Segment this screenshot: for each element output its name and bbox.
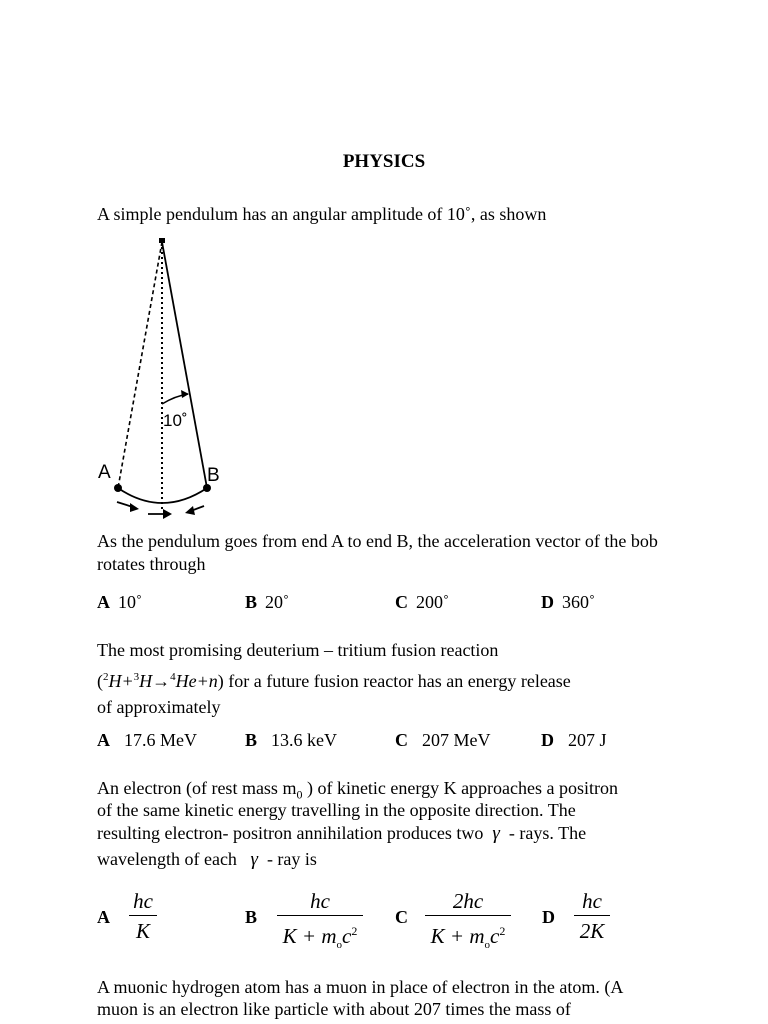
- q2-option-d[interactable]: D 207 J: [541, 730, 607, 750]
- motion-arrow-middle-head: [163, 509, 172, 519]
- q2-option-a[interactable]: A 17.6 MeV: [97, 730, 197, 750]
- q4-line1: A muonic hydrogen atom has a muon in place of electron in the atom. (A: [97, 977, 624, 997]
- q1-stem: A simple pendulum has an angular amplitude of 10˚, as shown: [97, 204, 547, 224]
- q3-line1: An electron (of rest mass $m_0$ ) of kinetic energy K approaches a positron: [97, 778, 619, 802]
- gamma-symbol: γ: [250, 849, 258, 870]
- page-title: PHYSICS: [342, 151, 426, 172]
- q1-option-b[interactable]: B 20˚: [245, 592, 290, 612]
- fusion-equation: $^2$H+$^3$H→$^4$He+n: [103, 671, 218, 691]
- q1-question: As the pendulum goes from end A to end B, the acceleration vector of the bob rotates through: [97, 531, 658, 574]
- pendulum-diagram: [90, 236, 270, 526]
- label-b: B: [207, 465, 220, 486]
- angle-label: 10˚: [163, 411, 188, 430]
- label-a: A: [98, 462, 111, 483]
- q2-option-c[interactable]: C 207 MeV: [395, 730, 491, 750]
- angle-arrowhead: [181, 390, 189, 398]
- q3-line3: resulting electron- positron annihilation produces two γ - rays. The: [97, 823, 587, 844]
- q4-line2: muon is an electron like particle with about 207 times the mass of: [97, 999, 571, 1019]
- q3-line4: wavelength of each γ - ray is: [97, 849, 317, 870]
- string-position-b: [162, 242, 207, 488]
- motion-arrow-left-head: [130, 503, 139, 512]
- string-position-a: [118, 242, 162, 488]
- bob-a: [114, 484, 122, 492]
- q2-options: [97, 730, 697, 754]
- q2-line3: of approximately: [97, 697, 221, 717]
- q1-option-c[interactable]: C 200˚: [395, 592, 449, 612]
- q3-line2: of the same kinetic energy travelling in the opposite direction. The: [97, 800, 576, 820]
- motion-arrow-right-head: [185, 506, 195, 515]
- gamma-symbol: γ: [492, 823, 500, 844]
- q1-option-d[interactable]: D 360˚: [541, 592, 595, 612]
- q2-line2: ($^2$H+$^3$H→$^4$He+n) for a future fusion reactor has an energy release: [97, 671, 571, 691]
- q1-options: [97, 592, 697, 616]
- q3-options: A hc K B hc $K + m_oc^2$ C 2hc $K + m_oc^2$ D hc 2K: [0, 887, 768, 949]
- swing-arc: [118, 488, 207, 503]
- q2-line1: The most promising deuterium – tritium fusion reaction: [97, 640, 499, 660]
- q2-option-b[interactable]: B 13.6 keV: [245, 730, 338, 750]
- q1-option-a[interactable]: A 10˚: [97, 592, 142, 612]
